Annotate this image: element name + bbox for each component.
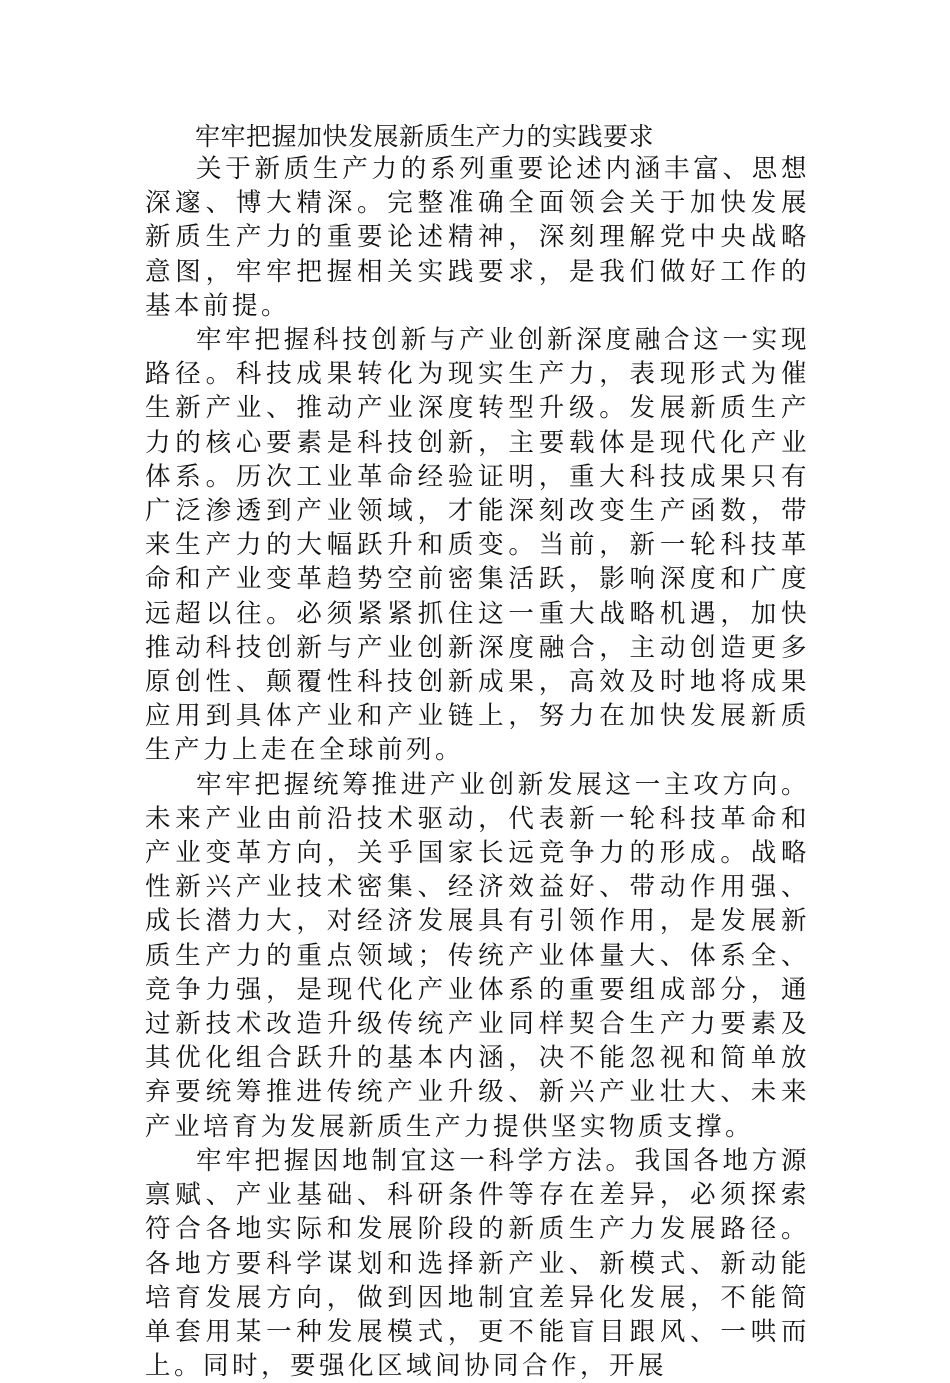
document-title: 牢牢把握加快发展新质生产力的实践要求 [195, 122, 655, 151]
document-body [145, 152, 810, 1383]
paragraph-local-conditions: 牢牢把握因地制宜这一科学方法。我国各地方源禀赋、产业基础、科研条件等存在差异，必须探索符合各地实际和发展阶段的新质生产力发展路径。各地方要科学谋划和选择新产业、新模式、新动能培育发展方向，做到因地制宜差异化发展，不能简单套用某一种发展模式，更不能盲目跟风、一哄而上。同时，要强化区域间协同合作，开展 [145, 1145, 810, 1382]
paragraph-intro: 关于新质生产力的系列重要论述内涵丰富、思想深邃、博大精深。完整准确全面领会关于加快发展新质生产力的重要论述精神，深刻理解党中央战略意图，牢牢把握相关实践要求，是我们做好工作的基本前提。 [145, 154, 810, 321]
paragraph-industry-development: 牢牢把握统筹推进产业创新发展这一主攻方向。未来产业由前沿技术驱动，代表新一轮科技革命和产业变革方向，关乎国家长远竞争力的形成。战略性新兴产业技术密集、经济效益好、带动作用强、成长潜力大，对经济发展具有引领作用，是发展新质生产力的重点领域；传统产业体量大、体系全、竞争力强，是现代化产业体系的重要组成部分，通过新技术改造升级传统产业同样契合生产力要素及其优化组合跃升的基本内涵，决不能忽视和简单放弃要统筹推进传统产业升级、新兴产业壮大、未来产业培育为发展新质生产力提供坚实物质支撑。 [145, 769, 810, 1142]
paragraph-tech-innovation: 牢牢把握科技创新与产业创新深度融合这一实现路径。科技成果转化为现实生产力，表现形式为催生新产业、推动产业深度转型升级。发展新质生产力的核心要素是科技创新，主要载体是现代化产业体系。历次工业革命经验证明，重大科技成果只有广泛渗透到产业领域，才能深刻改变生产函数，带来生产力的大幅跃升和质变。当前，新一轮科技革命和产业变革趋势空前密集活跃，影响深度和广度远超以往。必须紧紧抓住这一重大战略机遇，加快推动科技创新与产业创新深度融合，主动创造更多原创性、颠覆性科技创新成果，高效及时地将成果应用到具体产业和产业链上，努力在加快发展新质生产力上走在全球前列。 [145, 325, 810, 766]
